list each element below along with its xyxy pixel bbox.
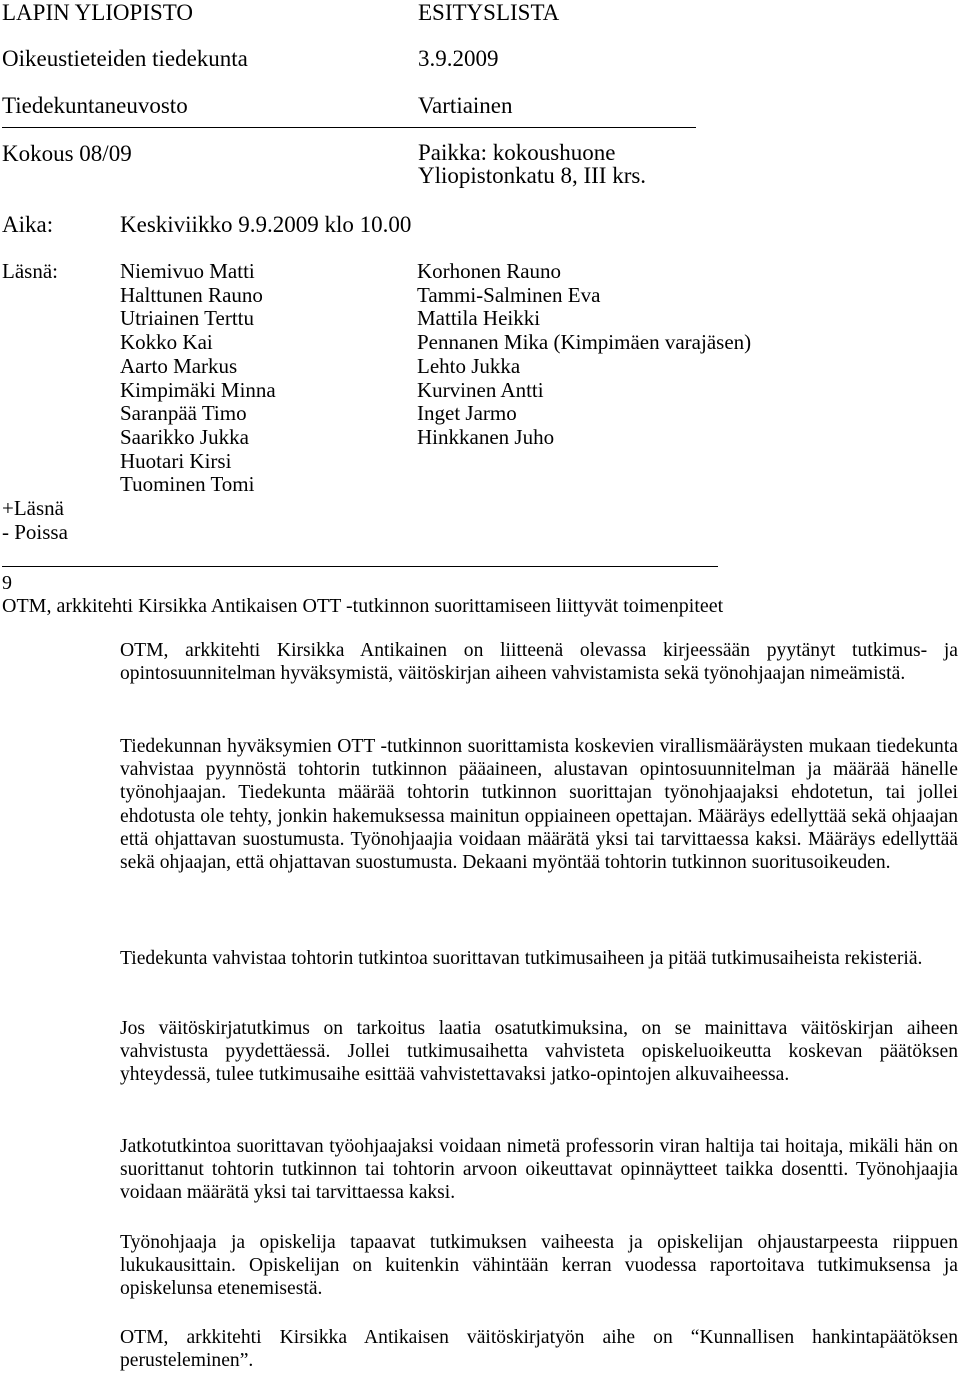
absent-label: - Poissa: [2, 520, 68, 544]
attendee-name: Hinkkanen Juho: [417, 424, 555, 449]
meeting-number: Kokous 08/09: [2, 141, 132, 166]
attendee-name: Saarikko Jukka: [120, 424, 249, 449]
meeting-place: [418, 141, 646, 187]
attendee-name: Niemivuo Matti: [120, 259, 255, 283]
present-list-column-2: [417, 260, 751, 450]
present-label: Läsnä:: [2, 259, 58, 283]
council-name: Tiedekuntaneuvosto: [2, 93, 188, 118]
author-name: Vartiainen: [418, 93, 513, 118]
meeting-place-line1: Paikka: kokoushuone: [418, 140, 616, 165]
meeting-date: 3.9.2009: [418, 46, 499, 71]
attendee-name: Inget Jarmo: [417, 401, 517, 426]
item-paragraph: OTM, arkkitehti Kirsikka Antikainen on liitteenä olevassa kirjeessään pyytänyt tutkimus- ja opintosuunnitelman hyväksymistä, väitöskirjan aiheen vahvistamista sekä työnohjaajan nimeämistä.: [120, 640, 958, 685]
header-divider: [2, 127, 696, 128]
attendee-name: Halttunen Rauno: [120, 282, 263, 307]
attendee-name: Tammi-Salminen Eva: [417, 282, 601, 307]
attendee-name: Kimpimäki Minna: [120, 377, 276, 402]
item-paragraph: Jatkotutkintoa suorittavan työohjaajaksi voidaan nimetä professorin viran haltija tai hoitaja, mikäli hän on suorittanut tohtorin tutkinnon tai tohtorin arvoon oikeuttavat opinnäytteet taikka dosentti. Työnohjaajia voidaan määrätä yksi tai tarvittaessa kaksi.: [120, 1136, 958, 1204]
meeting-place-line2: Yliopistonkatu 8, III krs.: [418, 163, 647, 188]
attendee-name: Saranpää Timo: [120, 401, 247, 426]
attendee-name: Kokko Kai: [120, 330, 213, 355]
attendee-name: Aarto Markus: [120, 353, 238, 378]
faculty-name: Oikeustieteiden tiedekunta: [2, 46, 248, 71]
section-divider: [2, 566, 718, 567]
extra-present-label: +Läsnä: [2, 496, 64, 520]
attendee-name: Huotari Kirsi: [120, 448, 232, 473]
attendee-name: Korhonen Rauno: [417, 259, 562, 283]
item-title: OTM, arkkitehti Kirsikka Antikaisen OTT -tutkinnon suorittamiseen liittyvät toimenpiteet: [2, 595, 724, 617]
item-paragraph: Tiedekunnan hyväksymien OTT -tutkinnon suorittamista koskevien virallismääräysten mukaan tiedekunta vahvistaa pyynnöstä tohtorin tutkinnon pääaineen, alustavan opintosuunnitelman ja määrää hänelle työnohjaajan. Tiedekunta määrää tohtorin tutkinnon suorittajan työnohjaajaksi ehdotetun, tai jollei ehdotusta ole tehty, jonkin hakemuksessa mainitun oppiaineen opettajan. Määräys edellyttää sekä ohjaajan että ohjattavan suostumusta. Työnohjaajia voidaan määrätä yksi tai tarvittaessa kaksi. Määräys edellyttää sekä ohjaajan, että ohjattavan suostumusta. Dekaani myöntää tohtorin tutkinnon suoritusoikeuden.: [120, 736, 958, 874]
attendee-name: Utriainen Terttu: [120, 306, 255, 331]
item-paragraph: Jos väitöskirjatutkimus on tarkoitus laatia osatutkimuksina, on se mainittava väitöskirjan aiheen vahvistusta pyydettäessä. Jollei tutkimusaihetta vahvisteta opiskeluoikeutta koskevan päätöksen yhteydessä, tulee tutkimusaihe esittää vahvistettavaksi jatko-opintojen alkuvaiheessa.: [120, 1018, 958, 1086]
attendee-name: Pennanen Mika (Kimpimäen varajäsen): [417, 330, 752, 355]
attendee-name: Kurvinen Antti: [417, 377, 544, 402]
time-value: Keskiviikko 9.9.2009 klo 10.00: [120, 212, 412, 237]
attendee-name: Mattila Heikki: [417, 306, 541, 331]
present-list-column-1: [120, 260, 276, 497]
item-paragraph: OTM, arkkitehti Kirsikka Antikaisen väitöskirjatyön aihe on “Kunnallisen hankintapäätöksen perusteleminen”.: [120, 1327, 958, 1372]
item-paragraph: Työnohjaaja ja opiskelija tapaavat tutkimuksen vaiheesta ja opiskelijan ohjaustarpeesta riippuen lukukausittain. Opiskelijan on kuitenkin vähintään kerran vuodessa raportoitava tutkimuksensa ja opiskelunsa etenemisestä.: [120, 1232, 958, 1300]
item-number: 9: [2, 572, 12, 594]
item-paragraph: Tiedekunta vahvistaa tohtorin tutkintoa suorittavan tutkimusaiheen ja pitää tutkimusaiheista rekisteriä.: [120, 948, 923, 969]
attendee-name: Tuominen Tomi: [120, 472, 255, 497]
time-label: Aika:: [2, 212, 54, 237]
attendee-name: Lehto Jukka: [417, 353, 521, 378]
university-name: LAPIN YLIOPISTO: [2, 0, 194, 25]
document-type: ESITYSLISTA: [418, 0, 560, 25]
